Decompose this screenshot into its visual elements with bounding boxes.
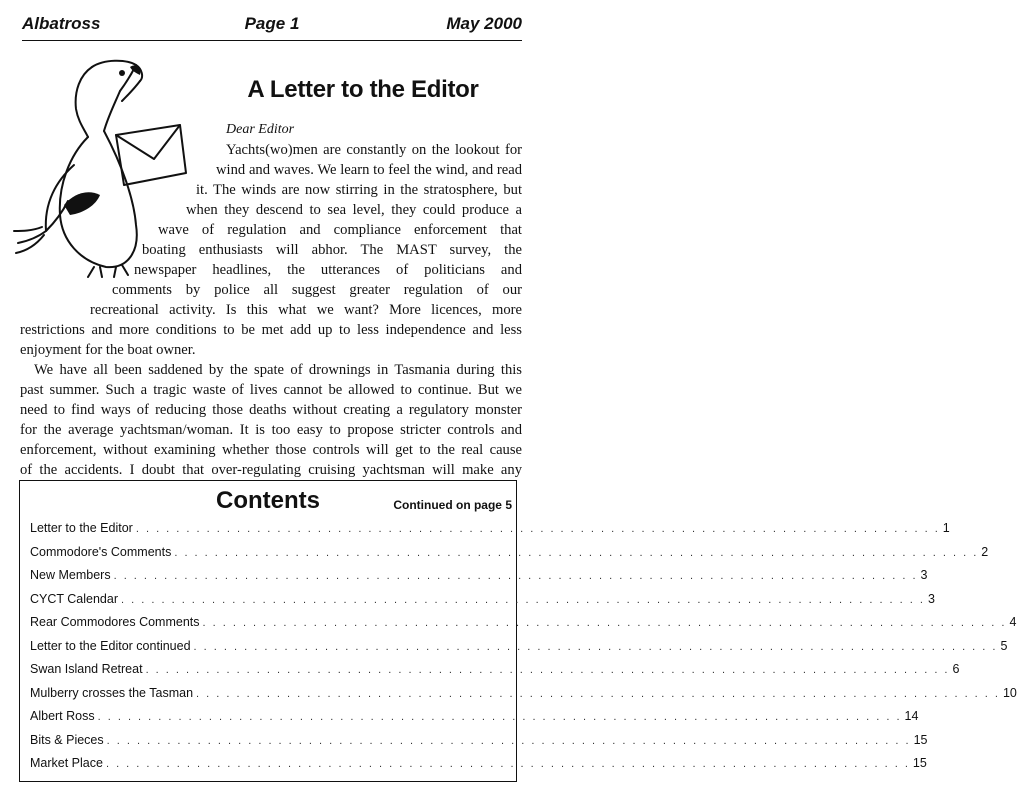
letter-line: need to find ways of reducing those deaths without creating a regulatory monster [20,402,522,418]
letter-line: enforcement, without examining whether those controls will get to the real cause [20,442,522,458]
continued-link[interactable]: Continued on page 5 [393,498,512,512]
letter-body [20,140,522,480]
page-header [22,14,522,38]
toc-item-page: 2 [981,544,989,559]
toc-item-page: 4 [1009,615,1017,629]
issue-date: May 2000 [446,14,522,33]
toc-item-page: 15 [913,732,928,747]
toc-item-title: Albert Ross [30,709,95,723]
toc-row[interactable] [30,638,1008,663]
toc-item-page: 5 [1000,638,1008,653]
toc-item-page: 3 [927,591,935,606]
toc-item-title: Letter to the Editor continued [30,638,191,653]
toc-leader: . . . . . . . . . . . . . . . . . . . . . . . . . . . . . . . . . . . . . . . . . . . . . . . . . . . . . . . . . . . . . . . . . . . . . . . . . . . . . . . . [202,617,1007,629]
toc-item-title: Market Place [30,756,103,770]
toc-item-page: 1 [942,521,950,535]
article-title: A Letter to the Editor [247,76,479,103]
contents-list [30,521,1017,780]
newsletter-name: Albatross [22,14,101,33]
letter-line: of the accidents. I doubt that over-regulating cruising yachtsman will make any [20,462,522,478]
toc-item-page: 14 [904,709,919,723]
toc-row[interactable] [30,685,1017,710]
toc-leader: . . . . . . . . . . . . . . . . . . . . . . . . . . . . . . . . . . . . . . . . . . . . . . . . . . . . . . . . . . . . . . . . . . . . . . . . . . . . . . . . [97,711,902,723]
toc-leader: . . . . . . . . . . . . . . . . . . . . . . . . . . . . . . . . . . . . . . . . . . . . . . . . . . . . . . . . . . . . . . . . . . . . . . . . . . . . . . . . [105,758,910,770]
letter-line: past summer. Such a tragic waste of lives cannot be allowed to continue. But we [20,382,522,398]
toc-item-title: Letter to the Editor [30,521,133,535]
letter-line: boating enthusiasts will abhor. The MAST survey, the [142,242,522,258]
page-number: Page 1 [244,14,300,33]
letter-line: wave of regulation and compliance enforcement that [158,222,522,238]
letter-line: comments by police all suggest greater regulation of our [112,282,522,298]
toc-item-page: 10 [1002,685,1017,700]
letter-line: recreational activity. Is this what we want? More licences, more [90,302,522,318]
toc-leader: . . . . . . . . . . . . . . . . . . . . . . . . . . . . . . . . . . . . . . . . . . . . . . . . . . . . . . . . . . . . . . . . . . . . . . . . . . . . . . . . [193,640,998,653]
toc-item-title: Rear Commodores Comments [30,615,200,629]
toc-row[interactable] [30,756,927,780]
toc-item-page: 6 [952,662,960,676]
toc-item-title: New Members [30,568,111,582]
toc-item-page: 15 [912,756,927,770]
header-divider [22,40,522,41]
toc-leader: . . . . . . . . . . . . . . . . . . . . . . . . . . . . . . . . . . . . . . . . . . . . . . . . . . . . . . . . . . . . . . . . . . . . . . . . . . . . . . . . [135,523,940,535]
letter-line: newspaper headlines, the utterances of politicians and [134,262,522,278]
letter-line: wind and waves. We learn to feel the wind, and read [216,162,522,178]
toc-leader: . . . . . . . . . . . . . . . . . . . . . . . . . . . . . . . . . . . . . . . . . . . . . . . . . . . . . . . . . . . . . . . . . . . . . . . . . . . . . . . . [106,734,911,747]
toc-leader: . . . . . . . . . . . . . . . . . . . . . . . . . . . . . . . . . . . . . . . . . . . . . . . . . . . . . . . . . . . . . . . . . . . . . . . . . . . . . . . . [196,687,1000,700]
toc-leader: . . . . . . . . . . . . . . . . . . . . . . . . . . . . . . . . . . . . . . . . . . . . . . . . . . . . . . . . . . . . . . . . . . . . . . . . . . . . . . . . [145,664,950,676]
letter-line: for the average yachtsman/woman. It is too easy to propose stricter controls and [20,422,522,438]
toc-row[interactable] [30,568,928,592]
letter-line: Yachts(wo)men are constantly on the lookout for [226,142,522,158]
toc-leader: . . . . . . . . . . . . . . . . . . . . . . . . . . . . . . . . . . . . . . . . . . . . . . . . . . . . . . . . . . . . . . . . . . . . . . . . . . . . . . . . [113,570,918,582]
contents-title: Contents [216,487,320,514]
toc-row[interactable] [30,709,919,733]
letter-line: it. The winds are now stirring in the stratosphere, but [196,182,522,198]
letter-line: when they descend to sea level, they could produce a [186,202,522,218]
toc-item-title: CYCT Calendar [30,591,119,606]
letter-line: restrictions and more conditions to be met add up to less independence and less [20,322,522,338]
toc-item-title: Commodore's Comments [30,544,172,559]
toc-leader: . . . . . . . . . . . . . . . . . . . . . . . . . . . . . . . . . . . . . . . . . . . . . . . . . . . . . . . . . . . . . . . . . . . . . . . . . . . . . . . . [174,546,979,559]
toc-item-title: Swan Island Retreat [30,662,143,676]
toc-row[interactable] [30,615,1017,639]
toc-leader: . . . . . . . . . . . . . . . . . . . . . . . . . . . . . . . . . . . . . . . . . . . . . . . . . . . . . . . . . . . . . . . . . . . . . . . . . . . . . . . . [121,593,925,606]
contents-box [19,480,1017,782]
toc-row[interactable] [30,521,950,545]
letter-line: We have all been saddened by the spate of drownings in Tasmania during this [34,362,522,378]
toc-item-title: Bits & Pieces [30,732,104,747]
toc-row[interactable] [30,732,928,757]
toc-item-page: 3 [920,568,928,582]
toc-row[interactable] [30,591,935,616]
letter-line: enjoyment for the boat owner. [20,342,196,358]
toc-row[interactable] [30,544,989,569]
letter-salutation: Dear Editor [226,122,295,137]
toc-row[interactable] [30,662,960,686]
toc-item-title: Mulberry crosses the Tasman [30,685,194,700]
